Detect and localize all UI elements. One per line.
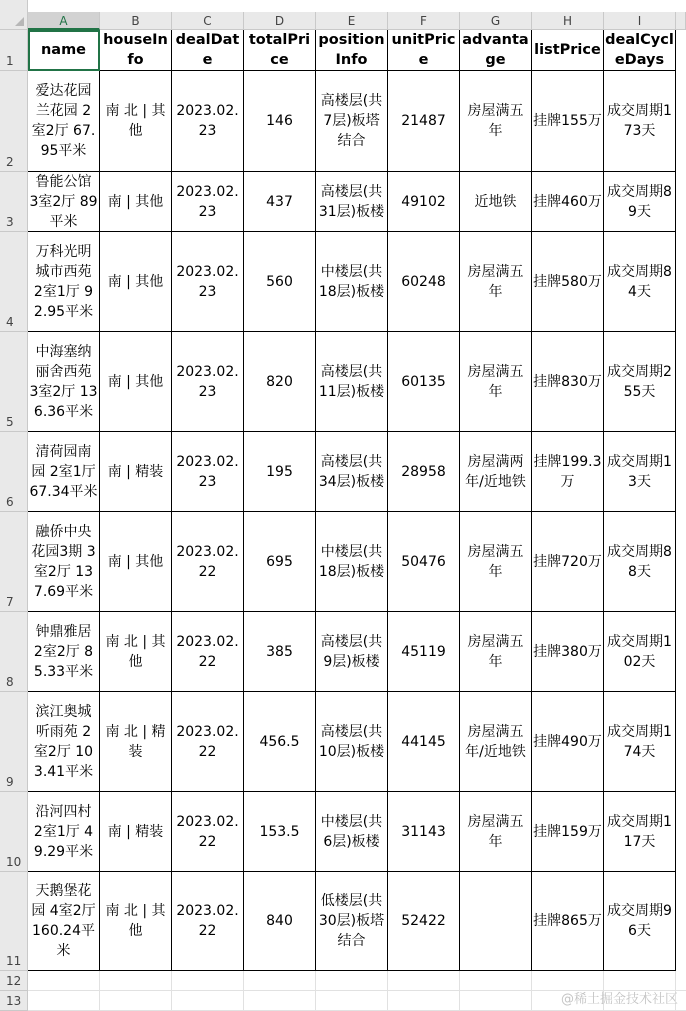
table-cell[interactable]: 成交周期88天 — [604, 512, 676, 612]
table-cell[interactable]: 挂牌865万 — [532, 872, 604, 971]
gridline — [171, 991, 172, 1011]
table-cell[interactable]: 2023.02.22 — [172, 792, 244, 872]
row-number: 6 — [6, 495, 14, 509]
row-header-1[interactable] — [0, 30, 28, 71]
table-cell[interactable]: 高楼层(共11层)板楼 — [316, 332, 388, 432]
watermark: @稀土掘金技术社区 — [560, 992, 678, 1007]
table-cell[interactable]: 44145 — [388, 692, 460, 792]
header-cell-d[interactable]: totalPrice — [244, 30, 316, 71]
header-cell-e[interactable]: positionInfo — [316, 30, 388, 71]
table-cell[interactable]: 房屋满五年 — [460, 792, 532, 872]
table-cell[interactable]: 成交周期255天 — [604, 332, 676, 432]
row-number: 12 — [6, 974, 22, 988]
table-cell[interactable]: 挂牌580万 — [532, 232, 604, 332]
table-cell[interactable] — [460, 872, 532, 971]
table-cell[interactable]: 高楼层(共31层)板楼 — [316, 172, 388, 232]
row-header-13[interactable] — [0, 991, 28, 1011]
table-cell[interactable]: 南 北 | 精装 — [100, 692, 172, 792]
table-cell[interactable]: 成交周期102天 — [604, 612, 676, 692]
header-cell-i[interactable]: dealCycleDays — [604, 30, 676, 71]
table-cell[interactable]: 146 — [244, 71, 316, 172]
table-cell[interactable]: 房屋满五年 — [460, 612, 532, 692]
row-header-4[interactable] — [0, 232, 28, 332]
table-cell[interactable]: 60248 — [388, 232, 460, 332]
gridline — [315, 971, 316, 991]
table-cell[interactable]: 中海塞纳丽舍西苑 3室2厅 136.36平米 — [28, 332, 100, 432]
table-cell[interactable]: 21487 — [388, 71, 460, 172]
table-cell[interactable]: 437 — [244, 172, 316, 232]
table-cell[interactable]: 南 | 其他 — [100, 232, 172, 332]
table-cell[interactable]: 820 — [244, 332, 316, 432]
table-cell[interactable]: 南 | 其他 — [100, 172, 172, 232]
table-cell[interactable]: 高楼层(共34层)板楼 — [316, 432, 388, 512]
row-number: 11 — [6, 954, 22, 968]
table-cell[interactable]: 房屋满五年 — [460, 512, 532, 612]
table-cell[interactable]: 挂牌155万 — [532, 71, 604, 172]
column-header-h[interactable]: H — [532, 12, 604, 30]
gridline — [315, 991, 316, 1011]
table-cell[interactable]: 挂牌460万 — [532, 172, 604, 232]
table-cell[interactable]: 高楼层(共7层)板塔结合 — [316, 71, 388, 172]
table-cell[interactable]: 房屋满五年/近地铁 — [460, 692, 532, 792]
table-cell[interactable]: 近地铁 — [460, 172, 532, 232]
row-header-3[interactable] — [0, 172, 28, 232]
column-header-j[interactable] — [676, 12, 686, 30]
row-number: 5 — [6, 415, 14, 429]
table-cell[interactable]: 成交周期174天 — [604, 692, 676, 792]
table-cell[interactable]: 融侨中央花园3期 3室2厅 137.69平米 — [28, 512, 100, 612]
table-cell[interactable]: 195 — [244, 432, 316, 512]
gridline — [387, 971, 388, 991]
header-cell-h[interactable]: listPrice — [532, 30, 604, 71]
table-cell[interactable]: 挂牌380万 — [532, 612, 604, 692]
table-cell[interactable]: 2023.02.22 — [172, 612, 244, 692]
gridline — [243, 971, 244, 991]
column-header-a[interactable]: A — [28, 12, 100, 30]
table-cell[interactable]: 中楼层(共6层)板楼 — [316, 792, 388, 872]
column-header-f[interactable]: F — [388, 12, 460, 30]
table-cell[interactable]: 爱达花园兰花园 2室2厅 67.95平米 — [28, 71, 100, 172]
table-cell[interactable]: 成交周期13天 — [604, 432, 676, 512]
row-number: 10 — [6, 855, 22, 869]
table-cell[interactable]: 28958 — [388, 432, 460, 512]
gridline — [99, 971, 100, 991]
header-cell-g[interactable]: advantage — [460, 30, 532, 71]
table-cell[interactable]: 50476 — [388, 512, 460, 612]
table-cell[interactable]: 南 | 其他 — [100, 332, 172, 432]
row-header-9[interactable] — [0, 692, 28, 792]
table-cell[interactable]: 南 | 精装 — [100, 432, 172, 512]
column-header-d[interactable]: D — [244, 12, 316, 30]
table-cell[interactable]: 南 北 | 其他 — [100, 872, 172, 971]
column-header-g[interactable]: G — [460, 12, 532, 30]
table-cell[interactable]: 挂牌490万 — [532, 692, 604, 792]
table-cell[interactable]: 385 — [244, 612, 316, 692]
table-cell[interactable]: 2023.02.23 — [172, 232, 244, 332]
table-cell[interactable]: 钟鼎雅居 2室2厅 85.33平米 — [28, 612, 100, 692]
table-cell[interactable]: 滨江奥城听雨苑 2室2厅 103.41平米 — [28, 692, 100, 792]
row-header-10[interactable] — [0, 792, 28, 872]
row-header-12[interactable] — [0, 971, 28, 991]
row-number: 7 — [6, 595, 14, 609]
table-cell[interactable]: 高楼层(共9层)板楼 — [316, 612, 388, 692]
row-number: 4 — [6, 315, 14, 329]
header-cell-f[interactable]: unitPrice — [388, 30, 460, 71]
table-cell[interactable]: 成交周期173天 — [604, 71, 676, 172]
gridline — [243, 991, 244, 1011]
table-cell[interactable]: 60135 — [388, 332, 460, 432]
table-cell[interactable]: 房屋满两年/近地铁 — [460, 432, 532, 512]
table-cell[interactable]: 挂牌830万 — [532, 332, 604, 432]
table-cell[interactable]: 2023.02.23 — [172, 332, 244, 432]
table-cell[interactable]: 840 — [244, 872, 316, 971]
table-cell[interactable]: 成交周期117天 — [604, 792, 676, 872]
table-cell[interactable]: 挂牌159万 — [532, 792, 604, 872]
table-cell[interactable]: 2023.02.23 — [172, 71, 244, 172]
table-cell[interactable]: 560 — [244, 232, 316, 332]
header-cell-b[interactable]: houseInfo — [100, 30, 172, 71]
table-cell[interactable]: 153.5 — [244, 792, 316, 872]
row-header-6[interactable] — [0, 432, 28, 512]
gridline — [459, 991, 460, 1011]
table-cell[interactable]: 2023.02.23 — [172, 432, 244, 512]
row-number: 3 — [6, 215, 14, 229]
gridline — [387, 991, 388, 1011]
table-cell[interactable]: 成交周期96天 — [604, 872, 676, 971]
column-header-c[interactable]: C — [172, 12, 244, 30]
table-cell[interactable]: 房屋满五年 — [460, 71, 532, 172]
gridline — [531, 971, 532, 991]
table-cell[interactable]: 低楼层(共30层)板塔结合 — [316, 872, 388, 971]
column-header-e[interactable]: E — [316, 12, 388, 30]
table-cell[interactable]: 沿河四村 2室1厅 49.29平米 — [28, 792, 100, 872]
table-cell[interactable]: 31143 — [388, 792, 460, 872]
table-cell[interactable]: 2023.02.22 — [172, 872, 244, 971]
gridline — [171, 971, 172, 991]
table-cell[interactable]: 成交周期84天 — [604, 232, 676, 332]
table-cell[interactable]: 49102 — [388, 172, 460, 232]
select-all-corner[interactable] — [0, 0, 28, 30]
row-header-7[interactable] — [0, 512, 28, 612]
row-number: 2 — [6, 155, 14, 169]
header-cell-a[interactable]: name — [28, 30, 100, 71]
gridline — [459, 971, 460, 991]
table-cell[interactable]: 南 北 | 其他 — [100, 71, 172, 172]
table-cell[interactable]: 房屋满五年 — [460, 232, 532, 332]
table-cell[interactable]: 45119 — [388, 612, 460, 692]
header-cell-c[interactable]: dealDate — [172, 30, 244, 71]
row-number: 1 — [6, 54, 14, 68]
table-cell[interactable]: 2023.02.22 — [172, 692, 244, 792]
table-cell[interactable]: 中楼层(共18层)板楼 — [316, 512, 388, 612]
table-cell[interactable]: 挂牌199.3万 — [532, 432, 604, 512]
column-header-i[interactable]: I — [604, 12, 676, 30]
table-cell[interactable]: 456.5 — [244, 692, 316, 792]
table-cell[interactable]: 天鹅堡花园 4室2厅 160.24平米 — [28, 872, 100, 971]
table-cell[interactable]: 52422 — [388, 872, 460, 971]
table-cell[interactable]: 695 — [244, 512, 316, 612]
table-cell[interactable]: 2023.02.22 — [172, 512, 244, 612]
row-header-8[interactable] — [0, 612, 28, 692]
row-header-5[interactable] — [0, 332, 28, 432]
table-cell[interactable]: 清荷园南园 2室1厅 67.34平米 — [28, 432, 100, 512]
table-cell[interactable]: 高楼层(共10层)板楼 — [316, 692, 388, 792]
table-cell[interactable]: 万科光明城市西苑 2室1厅 92.95平米 — [28, 232, 100, 332]
row-number: 9 — [6, 775, 14, 789]
gridline — [531, 991, 532, 1011]
table-cell[interactable]: 鲁能公馆 3室2厅 89平米 — [28, 172, 100, 232]
table-cell[interactable]: 挂牌720万 — [532, 512, 604, 612]
table-cell[interactable]: 成交周期89天 — [604, 172, 676, 232]
table-cell[interactable]: 南 | 精装 — [100, 792, 172, 872]
table-cell[interactable]: 南 | 其他 — [100, 512, 172, 612]
gridline — [99, 991, 100, 1011]
table-cell[interactable]: 中楼层(共18层)板楼 — [316, 232, 388, 332]
table-cell[interactable]: 房屋满五年 — [460, 332, 532, 432]
table-cell[interactable]: 2023.02.23 — [172, 172, 244, 232]
row-number: 13 — [6, 994, 22, 1008]
row-number: 8 — [6, 675, 14, 689]
row-header-11[interactable] — [0, 872, 28, 971]
column-header-b[interactable]: B — [100, 12, 172, 30]
row-header-2[interactable] — [0, 71, 28, 172]
table-cell[interactable]: 南 北 | 其他 — [100, 612, 172, 692]
